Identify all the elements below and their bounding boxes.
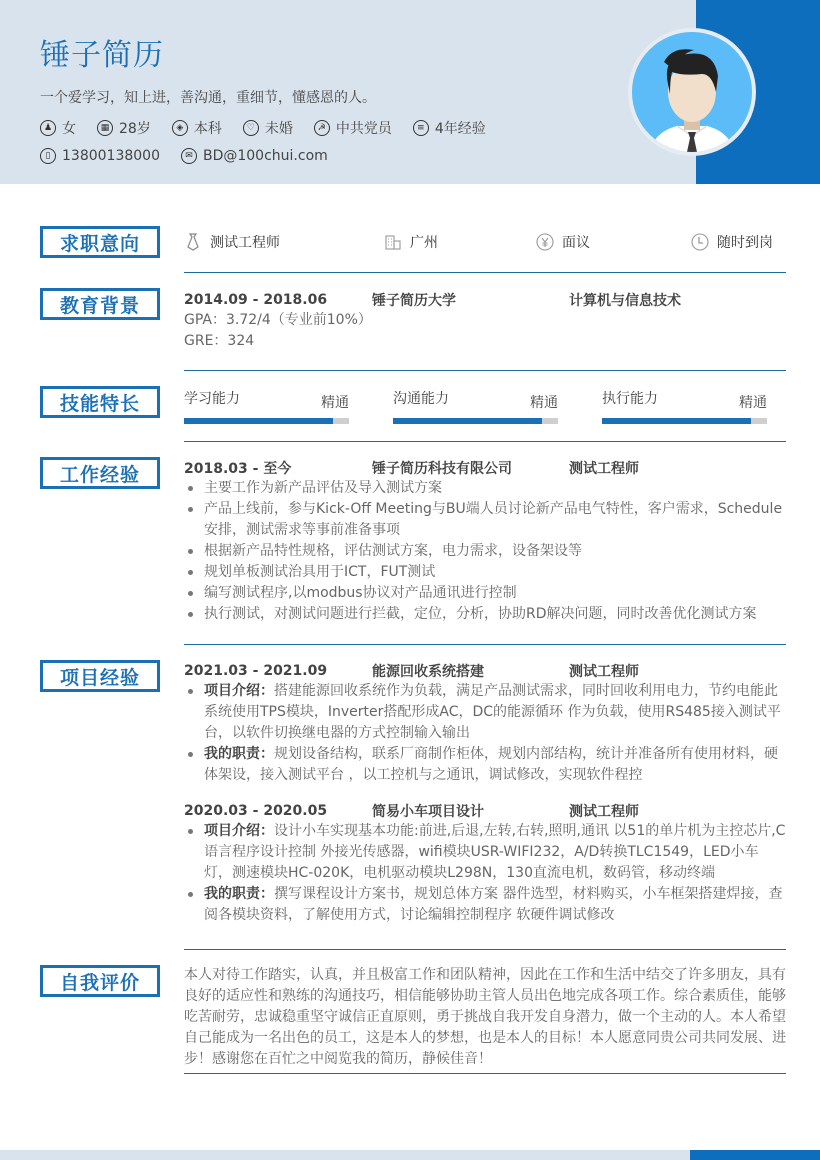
education-content [184, 289, 786, 352]
phone-number: 13800138000 [62, 148, 160, 164]
education-major: 计算机与信息技术 [569, 292, 681, 309]
project-intro [184, 821, 786, 884]
info-text: 未婚 [264, 121, 293, 137]
skill-bar-fill [184, 418, 333, 424]
document-icon: ≡ [413, 120, 429, 136]
intent-availability [691, 232, 773, 252]
education-period: 2014.09 - 2018.06 [184, 291, 328, 308]
intent-text: 面议 [562, 235, 590, 251]
education-gpa: GPA：3.72/4（专业前10%） [184, 312, 372, 328]
divider [184, 949, 786, 950]
skill-bar-fill [602, 418, 751, 424]
project-item [184, 800, 786, 926]
skill-name: 学习能力 [184, 391, 240, 407]
projects-content [184, 660, 786, 926]
skill-item [184, 388, 349, 424]
section-title-intent: 求职意向 [40, 226, 160, 258]
self-evaluation-text: 本人对待工作踏实，认真，并且极富工作和团队精神，因此在工作和生活中结交了许多朋友，具有良好的适应性和熟练的沟通技巧，相信能够协助主管人员出色地完成各项工作。综合素质佳，能够吃苦耐劳，忠诚稳重坚守诚信正直原则，勇于挑战自我开发自身潜力，做一个主动的人。本人希望自己能成为一名出色的员工，这是本人的梦想，也是本人的目标！本人愿意同贵公司共同发展、进步！感谢您在百忙之中阅览我的简历，静候佳音！ [184, 967, 786, 1067]
resume-name: 锤子简历 [40, 38, 164, 73]
intent-text: 测试工程师 [210, 235, 280, 251]
info-text: 中共党员 [335, 121, 392, 137]
intent-content [184, 232, 786, 252]
info-text: 4年经验 [434, 121, 486, 137]
avatar-illustration-icon [632, 32, 752, 152]
skill-bar-fill [393, 418, 542, 424]
duty-text: 撰写课程设计方案书，规划总体方案 器件选型，材料购买，小车框架搭建焊接，查阅各模块资料，了解使用方式，讨论编辑控制程序 软硬件调试修改 [204, 886, 783, 923]
mail-icon: ✉ [181, 148, 197, 164]
divider [184, 370, 786, 371]
project-name: 简易小车项目设计 [372, 803, 484, 820]
divider [184, 272, 786, 273]
divider [184, 644, 786, 645]
education-school: 锤子简历大学 [372, 292, 456, 309]
project-header [184, 660, 786, 681]
section-title-education: 教育背景 [40, 288, 160, 320]
project-duty [184, 884, 786, 926]
divider [184, 441, 786, 442]
project-intro [184, 681, 786, 744]
graduation-cap-icon: ◈ [172, 120, 188, 136]
info-political [314, 118, 392, 138]
info-experience [413, 118, 486, 138]
skill-bar [184, 418, 349, 424]
info-text: 28岁 [119, 121, 151, 137]
education-gre: GRE：324 [184, 333, 255, 349]
avatar [628, 28, 756, 156]
project-period: 2021.03 - 2021.09 [184, 662, 328, 679]
work-period: 2018.03 - 至今 [184, 460, 292, 477]
work-bullet: 规划单板测试治具用于ICT，FUT测试 [184, 562, 786, 583]
section-title-self: 自我评价 [40, 965, 160, 997]
work-header [184, 457, 786, 478]
info-text: 本科 [193, 121, 222, 137]
building-icon [384, 233, 402, 251]
project-item [184, 660, 786, 786]
info-phone [40, 148, 160, 164]
intro-text: 设计小车实现基本功能:前进,后退,左转,右转,照明,通讯 以51的单片机为主控芯片,C语言程序设计控制 外接光传感器，wifi模块USR-WIFI232，A/D转换TLC1549，LED小车灯，测速模块HC-020K，电机驱动模块L298N，130直流电机，数码管，移动终端 [204, 823, 786, 881]
work-bullet: 执行测试，对测试问题进行拦截，定位，分析，协助RD解决问题，同时改善优化测试方案 [184, 604, 786, 625]
intent-position [184, 232, 384, 252]
intent-text: 广州 [410, 235, 438, 251]
skill-item [602, 388, 767, 424]
work-bullet: 产品上线前，参与Kick-Off Meeting与BU端人员讨论新产品电气特性，客户需求，Schedule安排，测试需求等事前准备事项 [184, 499, 786, 541]
skill-bar [602, 418, 767, 424]
work-bullet: 编写测试程序,以modbus协议对产品通讯进行控制 [184, 583, 786, 604]
skill-level: 精通 [739, 395, 767, 411]
intent-text: 随时到岗 [717, 235, 773, 251]
phone-icon: ▯ [40, 148, 56, 164]
work-bullet: 主要工作为新产品评估及导入测试方案 [184, 478, 786, 499]
work-bullets [184, 478, 786, 625]
skills-content [184, 388, 786, 424]
intent-city [384, 232, 536, 252]
clock-icon [691, 233, 709, 251]
info-age [97, 118, 151, 138]
info-gender [40, 118, 76, 138]
section-title-skills: 技能特长 [40, 386, 160, 418]
project-duty [184, 744, 786, 786]
project-period: 2020.03 - 2020.05 [184, 802, 328, 819]
project-header [184, 800, 786, 821]
tie-icon [184, 233, 202, 251]
duty-label: 我的职责： [204, 886, 274, 902]
skill-level: 精通 [321, 395, 349, 411]
motto: 一个爱学习，知上进，善沟通，重细节，懂感恩的人。 [40, 90, 376, 106]
party-emblem-icon: ☭ [314, 120, 330, 136]
section-title-projects: 项目经验 [40, 660, 160, 692]
project-role: 测试工程师 [569, 663, 639, 680]
work-bullet: 根据新产品特性规格，评估测试方案，电力需求，设备架设等 [184, 541, 786, 562]
education-header [184, 289, 786, 310]
work-content [184, 457, 786, 625]
duty-text: 规划设备结构，联系厂商制作柜体，规划内部结构，统计并准备所有使用材料，硬体架设，接入测试平台 ，以工控机与之通讯，调试修改，实现软件程控 [204, 746, 778, 783]
project-bullets [184, 821, 786, 926]
gender-icon: ♟ [40, 120, 56, 136]
project-name: 能源回收系统搭建 [372, 663, 484, 680]
self-content [184, 965, 786, 1070]
info-marital [243, 118, 293, 138]
info-text: 女 [62, 121, 76, 137]
calendar-icon: ▦ [97, 120, 113, 136]
skill-level: 精通 [530, 395, 558, 411]
info-email [181, 148, 328, 164]
project-role: 测试工程师 [569, 803, 639, 820]
email-address: BD@100chui.com [202, 148, 328, 164]
contact-row [40, 148, 349, 164]
intent-salary [536, 232, 691, 252]
duty-label: 我的职责： [204, 746, 274, 762]
divider [184, 1073, 786, 1074]
work-role: 测试工程师 [569, 460, 639, 477]
skills-list [184, 388, 786, 424]
intro-label: 项目介绍： [204, 823, 274, 839]
intro-text: 搭建能源回收系统作为负载，满足产品测试需求，同时回收利用电力，节约电能此系统使用TPS模块，Inverter搭配形成AC，DC的能源循环 作为负载，使用RS485接入测试平台，以软件切换继电器的方式控制输入输出 [204, 683, 781, 741]
footer-accent-block [690, 1150, 820, 1160]
heart-icon: ♡ [243, 120, 259, 136]
intent-row [184, 232, 786, 252]
info-degree [172, 118, 222, 138]
skill-name: 执行能力 [602, 391, 658, 407]
yen-icon [536, 233, 554, 251]
skill-name: 沟通能力 [393, 391, 449, 407]
skill-bar [393, 418, 558, 424]
intro-label: 项目介绍： [204, 683, 274, 699]
personal-info-row [40, 118, 507, 138]
skill-item [393, 388, 558, 424]
section-title-work: 工作经验 [40, 457, 160, 489]
project-bullets [184, 681, 786, 786]
work-company: 锤子简历科技有限公司 [372, 460, 512, 477]
